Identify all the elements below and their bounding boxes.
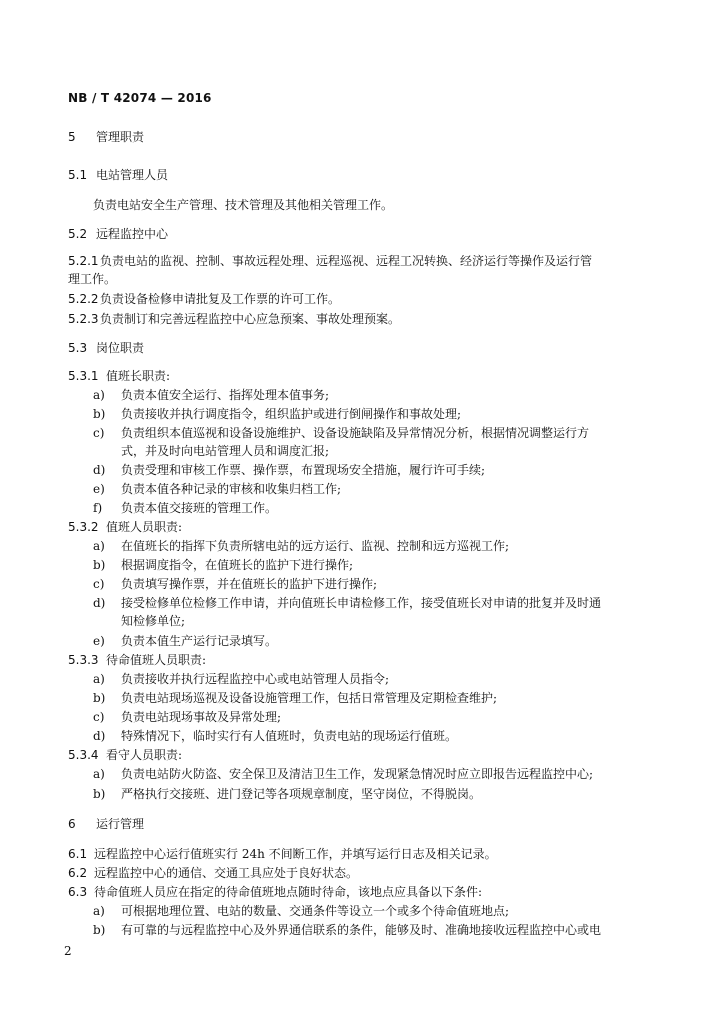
list-item: a) 负责本值安全运行、指挥处理本值事务;: [93, 388, 330, 402]
section-6-heading: 6 运行管理: [68, 817, 145, 831]
clause-6-2: 6.2 远程监控中心的通信、交通工具应处于良好状态。: [68, 866, 359, 880]
list-item: a) 负责电站防火防盗、安全保卫及清洁卫生工作，发现紧急情况时应立即报告远程监控中心;: [93, 767, 594, 781]
clause-5-2-2: 5.2.2负责设备检修申请批复及工作票的许可工作。: [68, 292, 341, 306]
list-item: c) 负责组织本值巡视和设备设施维护、设备设施缺陷及异常情况分析，根据情况调整运行方: [93, 426, 590, 440]
clause-5-2-3: 5.2.3负责制订和完善远程监控中心应急预案、事故处理预案。: [68, 312, 401, 326]
list-item: b) 根据调度指令，在值班长的监护下进行操作;: [93, 558, 354, 572]
document-header: NB / T 42074 — 2016: [68, 91, 212, 105]
list-item: a) 在值班长的指挥下负责所辖电站的远方运行、监视、控制和远方巡视工作;: [93, 539, 510, 553]
list-item: f) 负责本值交接班的管理工作。: [93, 501, 278, 515]
section-5-1-text: 负责电站安全生产管理、技术管理及其他相关管理工作。: [93, 198, 394, 212]
list-item: b) 负责接收并执行调度指令，组织监护或进行倒闸操作和事故处理;: [93, 407, 462, 421]
page-number: 2: [64, 944, 72, 958]
section-5-3-heading: 5.3 岗位职责: [68, 341, 145, 355]
list-item: b) 负责电站现场巡视及设备设施管理工作，包括日常管理及定期检查维护;: [93, 691, 498, 705]
clause-6-1: 6.1 远程监控中心运行值班实行 24h 不间断工作，并填写运行日志及相关记录。: [68, 847, 497, 861]
list-item-cont: 式，并及时向电站管理人员和调度汇报;: [121, 444, 330, 458]
list-item: e) 负责本值各种记录的审核和收集归档工作;: [93, 482, 342, 496]
clause-5-2-1-cont: 理工作。: [68, 272, 117, 286]
list-item: e) 负责本值生产运行记录填写。: [93, 634, 278, 648]
list-item: d) 负责受理和审核工作票、操作票，布置现场安全措施，履行许可手续;: [93, 463, 486, 477]
list-item: b) 严格执行交接班、进门登记等各项规章制度，坚守岗位，不得脱岗。: [93, 787, 482, 801]
section-5-1-heading: 5.1 电站管理人员: [68, 168, 169, 182]
list-item: d) 特殊情况下，临时实行有人值班时，负责电站的现场运行值班。: [93, 729, 458, 743]
list-item: a) 可根据地理位置、电站的数量、交通条件等设立一个或多个待命值班地点;: [93, 904, 510, 918]
section-5-2-heading: 5.2 远程监控中心: [68, 227, 169, 241]
list-item: c) 负责填写操作票，并在值班长的监护下进行操作;: [93, 577, 378, 591]
clause-5-3-1: 5.3.1 值班长职责:: [68, 369, 171, 383]
section-5-heading: 5 管理职责: [68, 130, 145, 144]
list-item: b) 有可靠的与远程监控中心及外界通信联系的条件，能够及时、准确地接收远程监控中心或电: [93, 923, 602, 937]
list-item: c) 负责电站现场事故及异常处理;: [93, 710, 282, 724]
clause-5-2-1: 5.2.1负责电站的监视、控制、事故远程处理、远程巡视、远程工况转换、经济运行等操作及运行管: [68, 254, 593, 268]
list-item-cont: 知检修单位;: [121, 614, 186, 628]
clause-5-3-4: 5.3.4 看守人员职责:: [68, 748, 183, 762]
list-item: d) 接受检修单位检修工作申请，并向值班长申请检修工作，接受值班长对申请的批复并及时通: [93, 596, 602, 610]
clause-5-3-3: 5.3.3 待命值班人员职责:: [68, 653, 207, 667]
clause-5-3-2: 5.3.2 值班人员职责:: [68, 520, 183, 534]
clause-6-3: 6.3 待命值班人员应在指定的待命值班地点随时待命，该地点应具备以下条件:: [68, 885, 483, 899]
list-item: a) 负责接收并执行远程监控中心或电站管理人员指令;: [93, 672, 390, 686]
